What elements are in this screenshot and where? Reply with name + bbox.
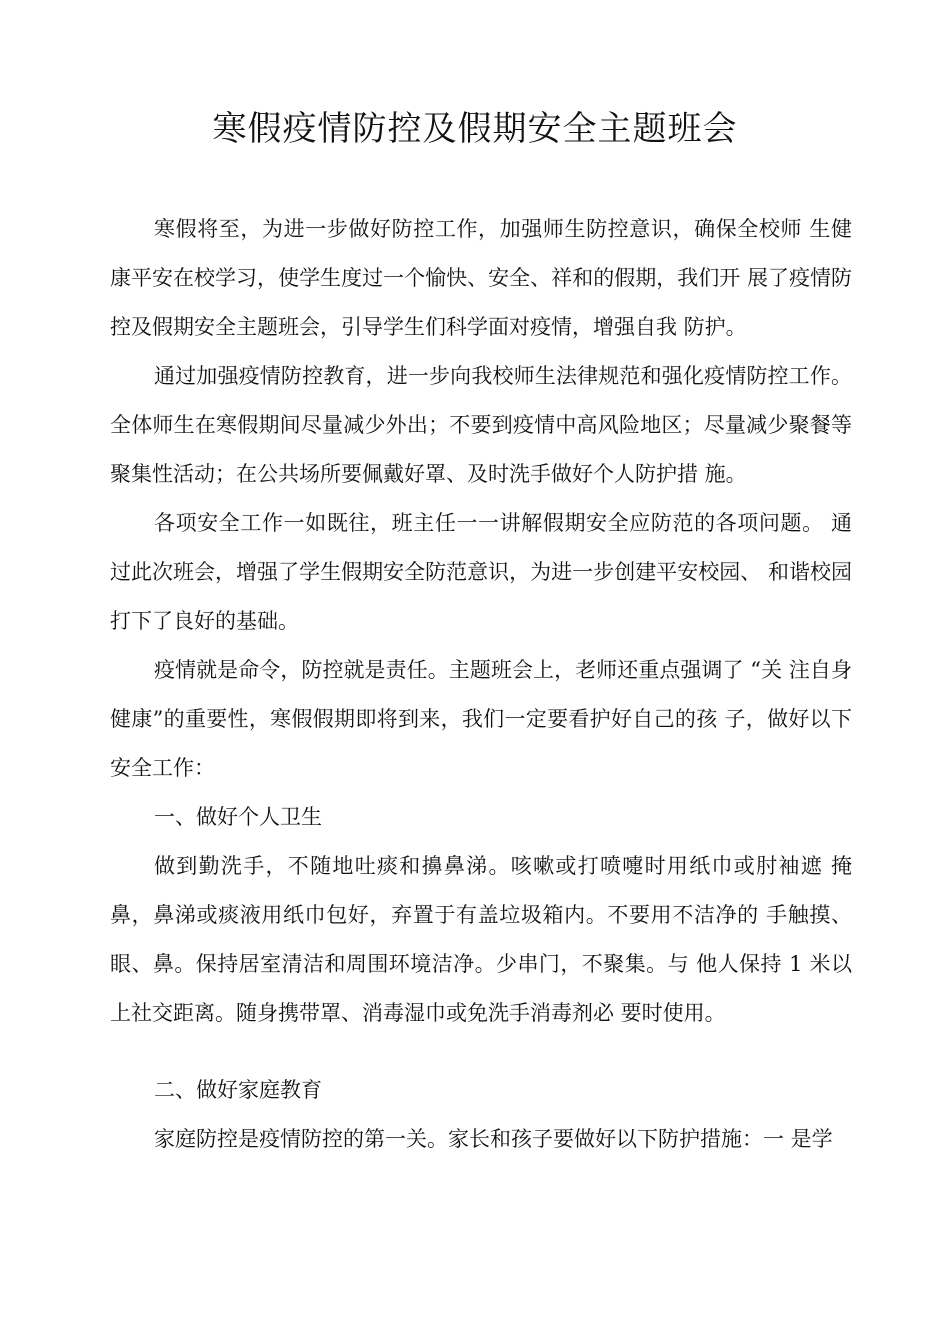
section-heading-hygiene: 一、做好个人卫生	[154, 805, 322, 829]
section-heading-family: 二、做好家庭教育	[154, 1078, 322, 1102]
document-title: 寒假疫情防控及假期安全主题班会	[212, 109, 738, 149]
paragraph-education: 通过加强疫情防控教育，进一步向我校师生法律规范和强化疫情防控工作。 全体师生在寒假期间尽量减少外出；不要到疫情中高风险地区；尽量减少聚餐等聚集性活动；在公共场所要佩戴好罩、及时洗手做好个人防护措 施。	[110, 364, 852, 486]
paragraph-health: 疫情就是命令，防控就是责任。主题班会上，老师还重点强调了 “关 注自身健康”的重要性，寒假假期即将到来，我们一定要看护好自己的孩 子，做好以下安全工作：	[110, 658, 852, 780]
paragraph-intro: 寒假将至，为进一步做好防控工作，加强师生防控意识，确保全校师 生健康平安在校学习，使学生度过一个愉快、安全、祥和的假期，我们开 展了疫情防控及假期安全主题班会，引导学生们科学面对疫情，增强自我 防护。	[110, 217, 852, 339]
paragraph-hygiene: 做到勤洗手，不随地吐痰和擤鼻涕。咳嗽或打喷嚏时用纸巾或肘袖遮 掩鼻，鼻涕或痰液用纸巾包好，弃置于有盖垃圾箱内。不要用不洁净的 手触摸、眼、鼻。保持居室清洁和周围环境洁净。少串门，不聚集。与 他人保持 1 米以上社交距离。随身携带罩、消毒湿巾或免洗手消毒剂必 要时使用。	[110, 854, 852, 1025]
document-body	[110, 205, 852, 1164]
paragraph-safety: 各项安全工作一如既往，班主任一一讲解假期安全应防范的各项问题。 通过此次班会，增强了学生假期安全防范意识，为进一步创建平安校园、 和谐校园打下了良好的基础。	[110, 511, 852, 633]
paragraph-family: 家庭防控是疫情防控的第一关。家长和孩子要做好以下防护措施：一 是学	[154, 1127, 833, 1151]
